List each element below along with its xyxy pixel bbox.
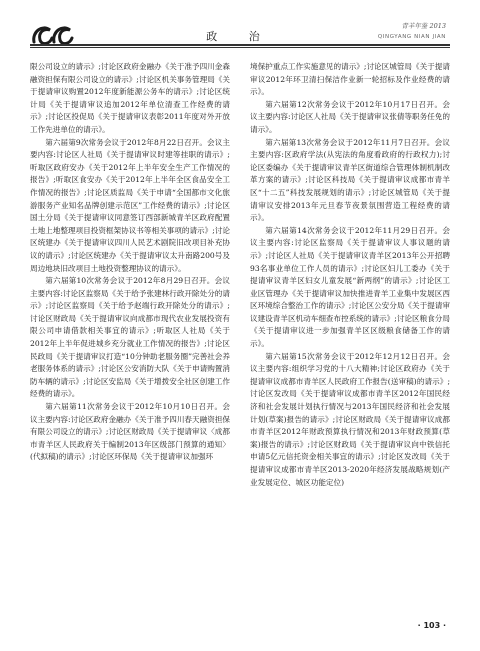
header-rule: [30, 44, 450, 46]
paragraph: 第六届第10次常务会议于2012年8月29日召开。会议主要内容:讨论区监察局《关于给予张建林行政开除处分的请示》;讨论区监察局《关于给予赵端行政开除处分的请示》;讨论区财政局《关于提请审议向成都市现代农业发展投资有限公司申请借款相关事宜的请示》;听取区人社局《关于2012年上半年促进城乡充分就业工作情况的报告》;讨论区民政局《关于提请审议打造“10分钟助老服务圈”完善社会养老服务体系的请示》;讨论区公安消防大队《关于申请购置消防车辆的请示》;讨论区安监局《关于增拨安全社区创建工作经费的请示》。: [30, 276, 230, 399]
paragraph: 第六届第12次常务会议于2012年10月17日召开。会议主要内容:讨论区人社局《关于提请审议张倩等职务任免的请示》。: [250, 99, 450, 134]
left-text-column: [30, 61, 230, 621]
page-number: · 103 ·: [417, 621, 446, 630]
paragraph: 境保护重点工作实施意见的请示》;讨论区城管局《关于提请审议2012年环卫清扫保洁作业新一轮招标及作业经费的请示》。: [250, 62, 450, 97]
yearbook-title-en: QINGYANG NIAN JIAN: [377, 34, 446, 40]
section-title: 政 治: [206, 30, 274, 43]
paragraph: 第六届第11次常务会议于2012年10月10日召开。会议主要内容:讨论区政府金融办《关于准予四川春天融资担保有限公司设立的请示》;讨论区财政局《关于提请审议〈成都市青羊区人民政府关于编制2013年区级部门预算的通知〉(代拟稿)的请示》;讨论区环保局《关于提请审议加强环: [30, 402, 230, 462]
header-rule-thin: [30, 47, 450, 48]
right-text-column: [250, 61, 450, 621]
paragraph: 第六届第15次常务会议于2012年12月12日召开。会议主要内容:组织学习党的十八大精神;讨论区政府办《关于提请审议成都市青羊区人民政府工作报告(送审稿)的请示》;讨论区发改局《关于提请审议成都市青羊区2012年国民经济和社会发展计划执行情况与2013年国民经济和社会发展计划(草案)报告的请示》;讨论区财政局《关于提请审议成都市青羊区2012年财政预算执行情况和2013年财政预算(草案)报告的请示》;讨论区财政局《关于提请审议向中铁信托申请5亿元信托资金相关事宜的请示》;讨论区发改局《关于提请审议成都市青羊区2013-2020年经济发展战略规划(产业发展定位、城区功能定位): [250, 351, 450, 487]
paragraph: 第六届第13次常务会议于2012年11月7日召开。会议主要内容:区政府学法(从宪法的角度看政府的行政权力);讨论区委编办《关于提请审议青羊区街道综合管理体制机制改革方案的请示》;讨论区科技局《关于提请审议成都市青羊区“十二五”科技发展规划的请示》;讨论区城管局《关于提请审议安排2013年元旦春节夜景氛围营造工程经费的请示》。: [250, 137, 450, 223]
paragraph: 第六届第9次常务会议于2012年8月22日召开。会议主要内容:讨论区人社局《关于提请审议时建等挂职的请示》;听取区政府安办《关于2012年上半年安全生产工作情况的报告》;听取区食安办《关于2012年上半年全区食品安全工作情况的报告》;讨论区质监局《关于申请“全国都市文化旅游服务产业知名品牌创建示范区”工作经费的请示》;讨论区国土分局《关于提请审议同意签订西部新城青羊区政府配置土地上地整理项目投资框架协议书等相关事项的请示》;讨论区统建办《关于提请审议四川人民艺术剧院旧改项目补充协议的请示》;讨论区统建办《关于提请审议太升南路200号及周边地块旧改项目土地投资整理协议的请示》。: [30, 137, 230, 273]
paragraph: 限公司设立的请示》;讨论区政府金融办《关于准予四川金森融资担保有限公司设立的请示》;讨论区机关事务管理局《关于提请审议购置2012年度新能源公务车的请示》;讨论区统计局《关于提请审议追加2012年单位清查工作经费的请示》;讨论区投促局《关于提请审议表彰2011年度对外开放工作先进单位的请示》。: [30, 62, 230, 134]
yearbook-title-cn: 青羊年鉴 2013: [401, 22, 446, 30]
paragraph: 第六届第14次常务会议于2012年11月29日召开。会议主要内容:讨论区监察局《关于提请审议人事议题的请示》;讨论区人社局《关于提请审议青羊区2013年公开招聘93名事业单位工作人员的请示》;讨论区妇儿工委办《关于提请审议青羊区妇女儿童发展“新两纲”的请示》;讨论区工业区管理办《关于提请审议加快推进青羊工业集中发展区西区环境综合整治工作的请示》;讨论区公安分局《关于提请审议建设青羊区机动车细查布控系统的请示》;讨论区粮食分局《关于提请审议进一步加强青羊区区级粮食储备工作的请示》。: [250, 225, 450, 349]
